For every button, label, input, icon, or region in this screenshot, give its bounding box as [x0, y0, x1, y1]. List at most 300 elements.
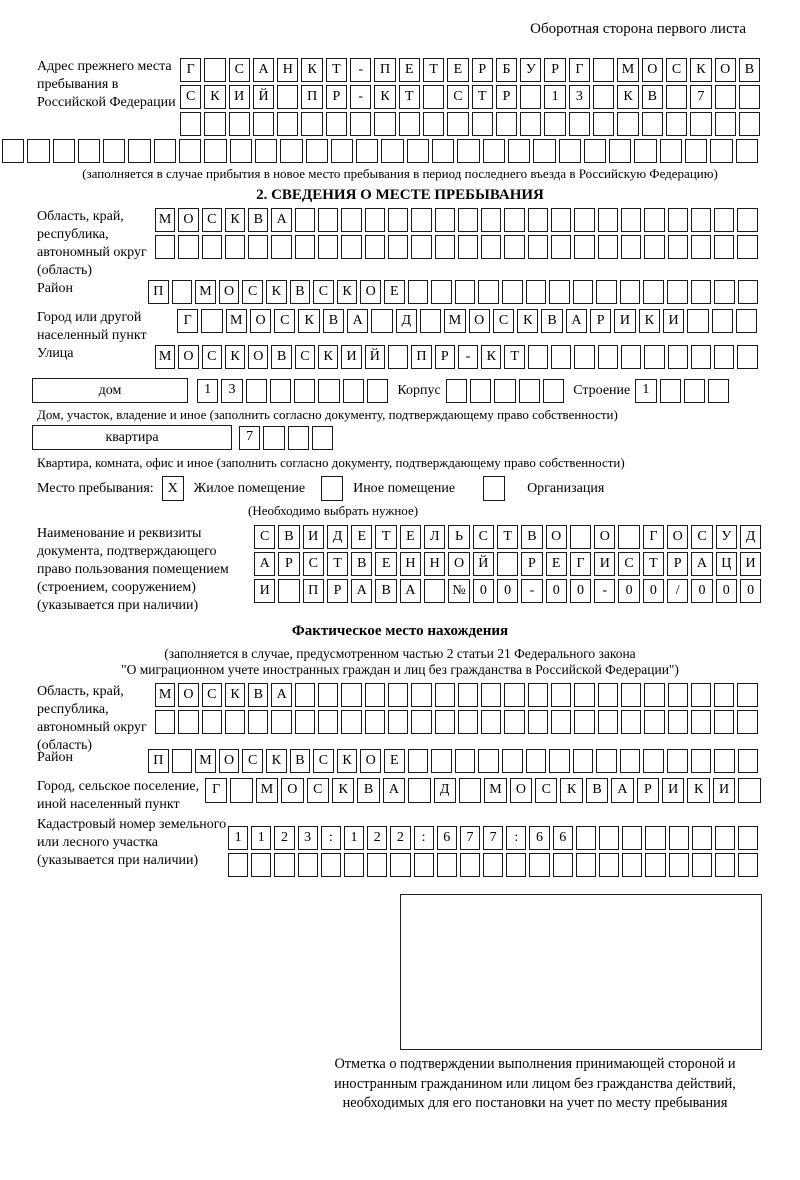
- char-cell: [388, 208, 408, 232]
- char-cell: [691, 683, 711, 707]
- document-row-2: [254, 552, 764, 576]
- char-cell: [435, 710, 455, 734]
- region-block: [37, 208, 800, 280]
- char-cell: Г: [570, 552, 591, 576]
- char-cell: А: [253, 58, 274, 82]
- char-cell: В: [290, 749, 311, 773]
- street-row: [155, 345, 761, 369]
- char-cell: П: [303, 579, 324, 603]
- char-cell: [621, 683, 641, 707]
- char-cell: 3: [221, 379, 242, 403]
- actual-district-label: Район: [37, 750, 73, 765]
- char-cell: [599, 853, 619, 877]
- char-cell: М: [484, 778, 506, 803]
- char-cell: [128, 139, 150, 163]
- char-cell: [574, 345, 594, 369]
- char-cell: У: [716, 525, 737, 549]
- char-cell: К: [374, 85, 395, 109]
- char-cell: [458, 208, 478, 232]
- char-cell: М: [195, 280, 216, 304]
- region-label: Область, край, республика, автономный округ (область): [37, 209, 147, 278]
- char-cell: Е: [375, 552, 396, 576]
- char-cell: 1: [228, 826, 248, 850]
- char-cell: [478, 749, 499, 773]
- char-cell: С: [202, 208, 222, 232]
- char-cell: -: [521, 579, 542, 603]
- char-cell: К: [687, 778, 709, 803]
- char-cell: Е: [384, 749, 405, 773]
- char-cell: О: [178, 683, 198, 707]
- char-cell: [644, 208, 664, 232]
- char-cell: К: [337, 749, 358, 773]
- char-cell: [504, 683, 524, 707]
- apartment-row: [239, 426, 336, 450]
- char-cell: С: [274, 309, 295, 333]
- char-cell: -: [458, 345, 478, 369]
- actual-region-grid: [155, 683, 761, 737]
- char-cell: О: [178, 208, 198, 232]
- char-cell: [326, 112, 347, 136]
- char-cell: Д: [434, 778, 456, 803]
- char-cell: [598, 683, 618, 707]
- char-cell: [455, 749, 476, 773]
- char-cell: [155, 235, 175, 259]
- char-cell: [178, 235, 198, 259]
- char-cell: [458, 710, 478, 734]
- char-cell: [388, 710, 408, 734]
- char-cell: [201, 309, 222, 333]
- char-cell: О: [667, 525, 688, 549]
- char-cell: Т: [504, 345, 524, 369]
- korpus-label: Корпус: [397, 382, 441, 398]
- char-cell: [644, 710, 664, 734]
- char-cell: Т: [497, 525, 518, 549]
- char-cell: [714, 345, 734, 369]
- char-cell: И: [663, 309, 684, 333]
- stay-option-organization-label: Организация: [527, 480, 605, 496]
- char-cell: О: [546, 525, 567, 549]
- char-cell: [230, 778, 252, 803]
- char-cell: Р: [435, 345, 455, 369]
- char-cell: И: [614, 309, 635, 333]
- char-cell: [388, 683, 408, 707]
- char-cell: [596, 280, 617, 304]
- char-cell: [691, 208, 711, 232]
- char-cell: С: [313, 280, 334, 304]
- char-cell: С: [447, 85, 468, 109]
- char-cell: [506, 853, 526, 877]
- city-row: [177, 309, 760, 333]
- char-cell: [504, 208, 524, 232]
- char-cell: М: [617, 58, 638, 82]
- document-row-3: [254, 579, 764, 603]
- char-cell: [666, 85, 687, 109]
- char-cell: [645, 826, 665, 850]
- char-cell: Д: [327, 525, 348, 549]
- char-cell: [411, 683, 431, 707]
- char-cell: 7: [483, 826, 503, 850]
- char-cell: О: [248, 345, 268, 369]
- char-cell: [692, 853, 712, 877]
- char-cell: К: [332, 778, 354, 803]
- char-cell: М: [155, 345, 175, 369]
- char-cell: [390, 853, 410, 877]
- char-cell: [551, 710, 571, 734]
- char-cell: О: [642, 58, 663, 82]
- char-cell: [350, 112, 371, 136]
- char-cell: [271, 235, 291, 259]
- char-cell: [584, 139, 606, 163]
- street-block: [37, 345, 800, 372]
- char-cell: [618, 525, 639, 549]
- char-cell: К: [301, 58, 322, 82]
- char-cell: [365, 710, 385, 734]
- char-cell: [344, 853, 364, 877]
- house-box-label: дом: [32, 378, 188, 403]
- char-cell: Н: [277, 58, 298, 82]
- char-cell: В: [351, 552, 372, 576]
- char-cell: С: [303, 552, 324, 576]
- char-cell: [280, 139, 302, 163]
- char-cell: О: [219, 749, 240, 773]
- char-cell: 0: [546, 579, 567, 603]
- char-cell: [255, 139, 277, 163]
- char-cell: [470, 379, 491, 403]
- char-cell: [180, 112, 201, 136]
- char-cell: 0: [618, 579, 639, 603]
- char-cell: [277, 85, 298, 109]
- char-cell: Е: [546, 552, 567, 576]
- char-cell: [712, 309, 733, 333]
- cadastral-row-2: [228, 853, 761, 877]
- char-cell: В: [586, 778, 608, 803]
- char-cell: [295, 208, 315, 232]
- char-cell: О: [281, 778, 303, 803]
- char-cell: Р: [521, 552, 542, 576]
- city-block: [37, 309, 800, 345]
- char-cell: [668, 345, 688, 369]
- char-cell: Д: [740, 525, 761, 549]
- char-cell: [78, 139, 100, 163]
- char-cell: П: [148, 280, 169, 304]
- char-cell: [551, 235, 571, 259]
- char-cell: С: [202, 683, 222, 707]
- char-cell: Г: [643, 525, 664, 549]
- char-cell: Р: [496, 85, 517, 109]
- char-cell: [549, 280, 570, 304]
- char-cell: Р: [544, 58, 565, 82]
- char-cell: А: [566, 309, 587, 333]
- section2-title: 2. СВЕДЕНИЯ О МЕСТЕ ПРЕБЫВАНИЯ: [256, 187, 544, 203]
- char-cell: Е: [351, 525, 372, 549]
- char-cell: И: [713, 778, 735, 803]
- char-cell: [737, 235, 757, 259]
- char-cell: [155, 710, 175, 734]
- char-cell: [408, 280, 429, 304]
- char-cell: [263, 426, 284, 450]
- char-cell: Р: [326, 85, 347, 109]
- char-cell: [248, 710, 268, 734]
- char-cell: С: [180, 85, 201, 109]
- char-cell: Ц: [716, 552, 737, 576]
- char-cell: С: [229, 58, 250, 82]
- char-cell: [423, 112, 444, 136]
- char-cell: 6: [437, 826, 457, 850]
- char-cell: Р: [278, 552, 299, 576]
- char-cell: [294, 379, 315, 403]
- char-cell: Е: [384, 280, 405, 304]
- char-cell: [277, 112, 298, 136]
- char-cell: [668, 710, 688, 734]
- char-cell: [737, 208, 757, 232]
- char-cell: [573, 280, 594, 304]
- char-cell: [27, 139, 49, 163]
- region-row-2: [155, 235, 761, 259]
- actual-location-title: Фактическое место нахождения: [291, 623, 509, 639]
- document-grid: [254, 525, 764, 606]
- char-cell: [172, 280, 193, 304]
- char-cell: Р: [590, 309, 611, 333]
- char-cell: [435, 235, 455, 259]
- char-cell: [458, 235, 478, 259]
- char-cell: [481, 683, 501, 707]
- stay-type-label: Место пребывания:: [37, 480, 154, 496]
- char-cell: С: [202, 345, 222, 369]
- char-cell: [228, 853, 248, 877]
- char-cell: [295, 235, 315, 259]
- apartment-box-label: квартира: [32, 425, 232, 450]
- char-cell: 2: [274, 826, 294, 850]
- char-cell: 1: [544, 85, 565, 109]
- char-cell: [715, 112, 736, 136]
- char-cell: 0: [716, 579, 737, 603]
- char-cell: [318, 683, 338, 707]
- char-cell: [154, 139, 176, 163]
- char-cell: [553, 853, 573, 877]
- char-cell: [738, 853, 758, 877]
- district-block: [37, 280, 800, 307]
- char-cell: [519, 379, 540, 403]
- char-cell: С: [493, 309, 514, 333]
- char-cell: О: [594, 525, 615, 549]
- char-cell: В: [271, 345, 291, 369]
- stay-type-line: [37, 476, 800, 501]
- char-cell: [446, 379, 467, 403]
- char-cell: [343, 379, 364, 403]
- char-cell: С: [242, 280, 263, 304]
- char-cell: Т: [375, 525, 396, 549]
- char-cell: [508, 139, 530, 163]
- char-cell: -: [350, 85, 371, 109]
- char-cell: [225, 710, 245, 734]
- actual-location-caption-1: (заполняется в случае, предусмотренном частью 2 статьи 21 Федерального закона: [164, 646, 636, 661]
- char-cell: 7: [460, 826, 480, 850]
- char-cell: [691, 710, 711, 734]
- char-cell: Т: [643, 552, 664, 576]
- char-cell: [408, 749, 429, 773]
- char-cell: [574, 710, 594, 734]
- char-cell: Т: [399, 85, 420, 109]
- street-label: Улица: [37, 346, 74, 361]
- char-cell: [483, 853, 503, 877]
- char-cell: [738, 826, 758, 850]
- char-cell: 6: [553, 826, 573, 850]
- char-cell: Н: [424, 552, 445, 576]
- char-cell: Н: [400, 552, 421, 576]
- char-cell: Г: [177, 309, 198, 333]
- char-cell: [53, 139, 75, 163]
- char-cell: В: [357, 778, 379, 803]
- char-cell: 0: [473, 579, 494, 603]
- char-cell: [528, 345, 548, 369]
- char-cell: [643, 749, 664, 773]
- char-cell: [622, 826, 642, 850]
- char-cell: [569, 112, 590, 136]
- char-cell: В: [323, 309, 344, 333]
- char-cell: А: [271, 208, 291, 232]
- char-cell: К: [298, 309, 319, 333]
- char-cell: [691, 345, 711, 369]
- char-cell: Е: [447, 58, 468, 82]
- prev-address-row-4: [2, 139, 800, 163]
- char-cell: Л: [424, 525, 445, 549]
- char-cell: [341, 710, 361, 734]
- char-cell: [668, 683, 688, 707]
- char-cell: [455, 280, 476, 304]
- char-cell: [551, 208, 571, 232]
- char-cell: [737, 683, 757, 707]
- char-cell: [248, 235, 268, 259]
- char-cell: С: [535, 778, 557, 803]
- char-cell: [667, 280, 688, 304]
- char-cell: О: [250, 309, 271, 333]
- char-cell: [528, 683, 548, 707]
- char-cell: К: [560, 778, 582, 803]
- char-cell: В: [739, 58, 760, 82]
- char-cell: [225, 235, 245, 259]
- char-cell: О: [360, 749, 381, 773]
- char-cell: [494, 379, 515, 403]
- char-cell: [715, 826, 735, 850]
- char-cell: [460, 853, 480, 877]
- char-cell: [246, 379, 267, 403]
- char-cell: Е: [400, 525, 421, 549]
- char-cell: :: [414, 826, 434, 850]
- char-cell: [411, 710, 431, 734]
- char-cell: И: [341, 345, 361, 369]
- char-cell: С: [691, 525, 712, 549]
- char-cell: А: [347, 309, 368, 333]
- char-cell: [660, 139, 682, 163]
- char-cell: [408, 778, 430, 803]
- char-cell: 7: [690, 85, 711, 109]
- char-cell: А: [400, 579, 421, 603]
- char-cell: П: [374, 58, 395, 82]
- char-cell: [526, 280, 547, 304]
- char-cell: [737, 710, 757, 734]
- char-cell: [668, 208, 688, 232]
- prev-address-label: Адрес прежнего места пребывания в Российской Федерации: [37, 59, 176, 110]
- actual-region-row-1: [155, 683, 761, 707]
- char-cell: О: [510, 778, 532, 803]
- char-cell: О: [178, 345, 198, 369]
- char-cell: [432, 139, 454, 163]
- char-cell: [642, 112, 663, 136]
- char-cell: К: [517, 309, 538, 333]
- char-cell: [423, 85, 444, 109]
- char-cell: Г: [569, 58, 590, 82]
- char-cell: Й: [473, 552, 494, 576]
- char-cell: [559, 139, 581, 163]
- char-cell: [202, 710, 222, 734]
- char-cell: Г: [180, 58, 201, 82]
- actual-city-block: [37, 778, 800, 814]
- char-cell: К: [266, 749, 287, 773]
- char-cell: [312, 426, 333, 450]
- char-cell: [424, 579, 445, 603]
- char-cell: [472, 112, 493, 136]
- char-cell: [622, 853, 642, 877]
- char-cell: [598, 208, 618, 232]
- document-block: [37, 525, 800, 615]
- char-cell: А: [351, 579, 372, 603]
- char-cell: [388, 345, 408, 369]
- char-cell: Р: [637, 778, 659, 803]
- char-cell: [714, 749, 735, 773]
- char-cell: Р: [327, 579, 348, 603]
- char-cell: М: [226, 309, 247, 333]
- char-cell: [435, 208, 455, 232]
- char-cell: [736, 139, 758, 163]
- char-cell: [574, 235, 594, 259]
- cadastral-block: [37, 816, 800, 880]
- char-cell: [739, 112, 760, 136]
- char-cell: [660, 379, 681, 403]
- char-cell: В: [248, 683, 268, 707]
- char-cell: [431, 749, 452, 773]
- char-cell: [288, 426, 309, 450]
- char-cell: 1: [635, 379, 656, 403]
- char-cell: [274, 853, 294, 877]
- char-cell: В: [278, 525, 299, 549]
- char-cell: [481, 710, 501, 734]
- char-cell: [644, 683, 664, 707]
- char-cell: [621, 710, 641, 734]
- registration-stamp-box: [400, 894, 762, 1050]
- page-side-note: Оборотная сторона первого листа: [530, 21, 746, 37]
- char-cell: М: [155, 683, 175, 707]
- char-cell: К: [337, 280, 358, 304]
- char-cell: П: [148, 749, 169, 773]
- char-cell: Р: [472, 58, 493, 82]
- char-cell: А: [691, 552, 712, 576]
- char-cell: [528, 710, 548, 734]
- char-cell: [520, 85, 541, 109]
- char-cell: [381, 139, 403, 163]
- char-cell: [457, 139, 479, 163]
- char-cell: [367, 379, 388, 403]
- char-cell: У: [520, 58, 541, 82]
- char-cell: [644, 345, 664, 369]
- char-cell: К: [204, 85, 225, 109]
- char-cell: К: [225, 208, 245, 232]
- char-cell: [690, 112, 711, 136]
- char-cell: [617, 112, 638, 136]
- char-cell: С: [307, 778, 329, 803]
- char-cell: [431, 280, 452, 304]
- char-cell: [621, 345, 641, 369]
- prev-address-grid: [180, 58, 763, 139]
